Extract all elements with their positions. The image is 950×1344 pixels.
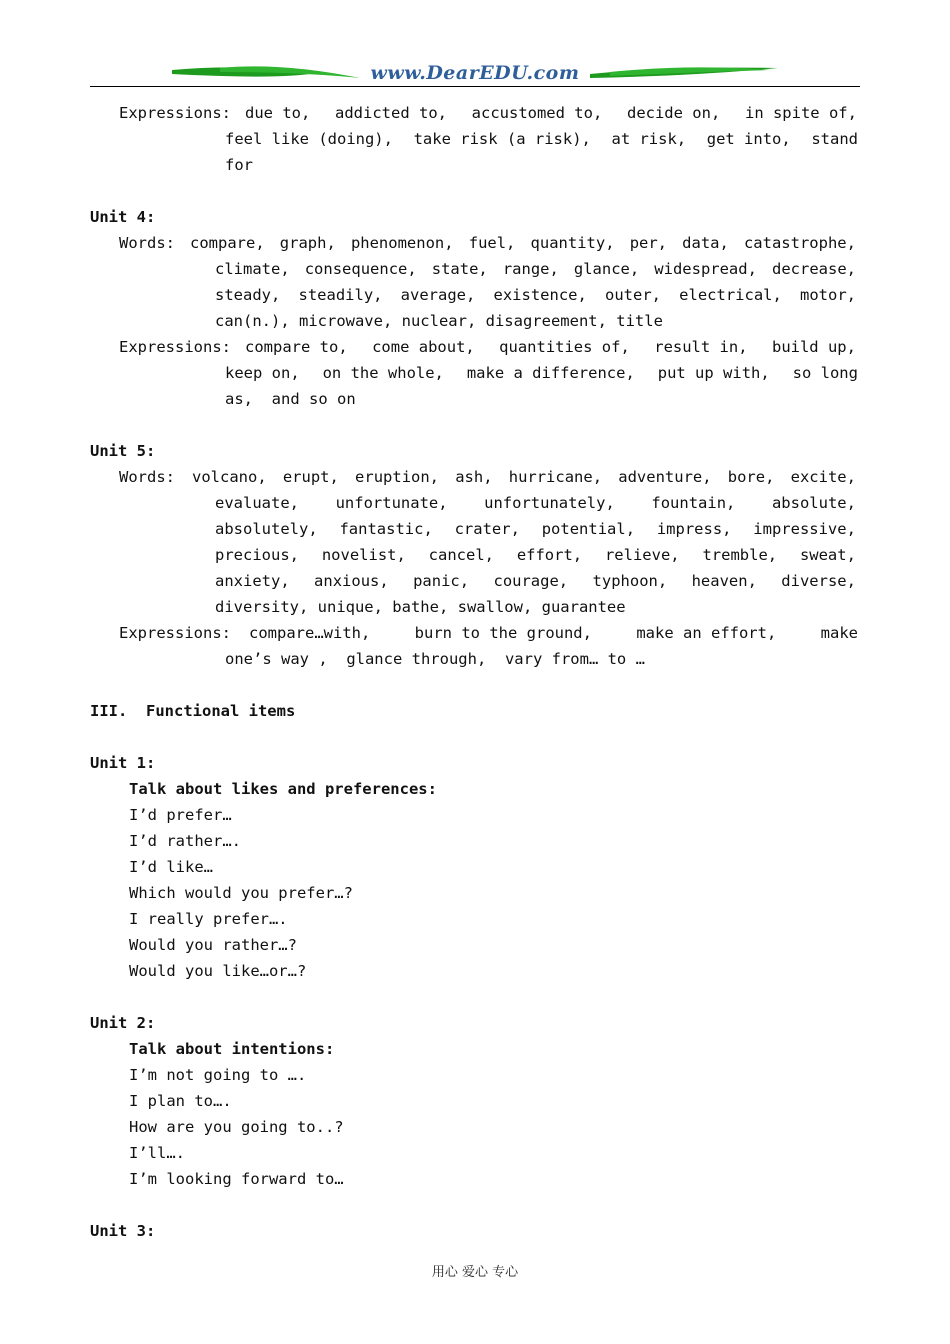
unit4-words-label: Words: xyxy=(119,234,175,252)
word: erupt, xyxy=(282,468,339,486)
word: sweat, xyxy=(799,546,856,564)
word: quantity, xyxy=(530,234,615,252)
list-item: Would you like…or…? xyxy=(129,962,307,980)
func-unit2-title: Unit 2: xyxy=(90,1014,156,1032)
word: widespread, xyxy=(654,260,757,278)
expression: take risk (a risk), xyxy=(413,130,591,148)
unit3-expressions-line-2 xyxy=(225,129,858,149)
unit5-expressions-label: Expressions: xyxy=(119,624,231,642)
expression: make an effort, xyxy=(636,624,777,642)
page-footer: 用心 爱心 专心 xyxy=(431,1265,519,1280)
unit4-expressions-line-1 xyxy=(245,337,856,357)
expression: result in, xyxy=(654,338,748,356)
expression: feel like (doing), xyxy=(225,130,393,148)
unit4-words-line-1 xyxy=(190,233,856,253)
unit5-words-line-3 xyxy=(215,519,856,539)
expression: decide on, xyxy=(626,104,721,122)
word: excite, xyxy=(790,468,856,486)
word: anxious, xyxy=(314,572,389,590)
word: relieve, xyxy=(604,546,680,564)
list-item: Which would you prefer…? xyxy=(129,884,353,902)
word: unfortunate, xyxy=(335,494,448,512)
word: graph, xyxy=(279,234,336,252)
unit4-words-line-2 xyxy=(215,259,856,279)
word: bore, xyxy=(727,468,775,486)
site-logo-text: www.DearEDU.com xyxy=(370,62,580,84)
word: compare, xyxy=(190,234,265,252)
word: evaluate, xyxy=(215,494,299,512)
word: state, xyxy=(431,260,488,278)
expression: put up with, xyxy=(657,364,770,382)
unit5-expressions-line-2: one’s way , glance through, vary from… to … xyxy=(225,650,645,668)
unit5-words-line-2 xyxy=(215,493,856,513)
expression: make xyxy=(820,624,858,642)
expression: get into, xyxy=(706,130,791,148)
list-item: I’m looking forward to… xyxy=(129,1170,344,1188)
expression: build up, xyxy=(771,338,856,356)
word: adventure, xyxy=(618,468,712,486)
word: impressive, xyxy=(753,520,856,538)
unit5-expressions-line-1 xyxy=(249,623,858,643)
unit5-words-line-6: diversity, unique, bathe, swallow, guarantee xyxy=(215,598,626,616)
word: fuel, xyxy=(468,234,516,252)
word: catastrophe, xyxy=(743,234,856,252)
expression: compare…with, xyxy=(249,624,371,642)
list-item: I’ll…. xyxy=(129,1144,185,1162)
word: outer, xyxy=(605,286,661,304)
word: absolutely, xyxy=(215,520,318,538)
expression: compare to, xyxy=(245,338,348,356)
word: range, xyxy=(502,260,559,278)
header-divider xyxy=(90,86,860,87)
func-unit1-subtitle: Talk about likes and preferences: xyxy=(129,780,437,798)
unit3-expressions-line-3: for xyxy=(225,156,253,174)
word: data, xyxy=(682,234,729,252)
word: decrease, xyxy=(772,260,856,278)
word: climate, xyxy=(215,260,290,278)
word: fountain, xyxy=(651,494,736,512)
word: impress, xyxy=(656,520,732,538)
list-item: How are you going to..? xyxy=(129,1118,344,1136)
unit5-words-line-4 xyxy=(215,545,856,565)
unit3-expressions-line-1 xyxy=(245,103,857,123)
func-unit1-title: Unit 1: xyxy=(90,754,156,772)
list-item: I’d rather…. xyxy=(129,832,241,850)
expression: keep on, xyxy=(225,364,300,382)
word: fantastic, xyxy=(339,520,433,538)
expression: on the whole, xyxy=(322,364,444,382)
word: typhoon, xyxy=(592,572,668,590)
word: tremble, xyxy=(702,546,778,564)
word: glance, xyxy=(573,260,640,278)
word: courage, xyxy=(493,572,569,590)
word: unfortunately, xyxy=(484,494,615,512)
word: steadily, xyxy=(298,286,383,304)
word: potential, xyxy=(541,520,636,538)
word: average, xyxy=(400,286,476,304)
word: precious, xyxy=(215,546,299,564)
word: motor, xyxy=(800,286,856,304)
list-item: I plan to…. xyxy=(129,1092,232,1110)
expression: addicted to, xyxy=(335,104,447,122)
section-title: III. Functional items xyxy=(90,702,296,720)
unit4-expressions-line-2 xyxy=(225,363,858,383)
unit5-words-line-5 xyxy=(215,571,856,591)
word: volcano, xyxy=(192,468,267,486)
word: eruption, xyxy=(355,468,440,486)
expression: come about, xyxy=(372,338,475,356)
word: ash, xyxy=(455,468,493,486)
list-item: I’m not going to …. xyxy=(129,1066,307,1084)
expression: at risk, xyxy=(611,130,687,148)
func-unit2-subtitle: Talk about intentions: xyxy=(129,1040,335,1058)
unit5-words-line-1 xyxy=(192,467,856,487)
unit4-expressions-label: Expressions: xyxy=(119,338,231,356)
unit3-expressions-label: Expressions: xyxy=(119,104,231,122)
word: diverse, xyxy=(781,572,856,590)
unit4-expressions-line-3: as, and so on xyxy=(225,390,356,408)
unit5-words-label: Words: xyxy=(119,468,175,486)
unit4-words-line-3 xyxy=(215,285,856,305)
expression: so long xyxy=(792,364,858,382)
word: novelist, xyxy=(321,546,406,564)
unit4-title: Unit 4: xyxy=(90,208,156,226)
expression: burn to the ground, xyxy=(414,624,592,642)
list-item: I’d like… xyxy=(129,858,213,876)
word: steady, xyxy=(215,286,281,304)
word: phenomenon, xyxy=(350,234,454,252)
unit4-words-line-4: can(n.), microwave, nuclear, disagreement, title xyxy=(215,312,663,330)
expression: stand xyxy=(811,130,858,148)
expression: due to, xyxy=(245,104,311,122)
word: consequence, xyxy=(304,260,417,278)
expression: in spite of, xyxy=(744,104,857,122)
func-unit3-title: Unit 3: xyxy=(90,1222,156,1240)
list-item: I really prefer…. xyxy=(129,910,288,928)
expression: accustomed to, xyxy=(471,104,603,122)
list-item: Would you rather…? xyxy=(129,936,297,954)
word: existence, xyxy=(493,286,587,304)
expression: make a difference, xyxy=(466,364,635,382)
word: hurricane, xyxy=(508,468,603,486)
word: heaven, xyxy=(691,572,757,590)
word: crater, xyxy=(454,520,520,538)
word: anxiety, xyxy=(215,572,290,590)
list-item: I’d prefer… xyxy=(129,806,232,824)
expression: quantities of, xyxy=(499,338,630,356)
word: electrical, xyxy=(679,286,782,304)
word: effort, xyxy=(516,546,583,564)
unit5-title: Unit 5: xyxy=(90,442,156,460)
word: panic, xyxy=(413,572,470,590)
word: absolute, xyxy=(771,494,856,512)
word: per, xyxy=(629,234,668,252)
word: cancel, xyxy=(428,546,494,564)
page-header xyxy=(90,58,860,90)
